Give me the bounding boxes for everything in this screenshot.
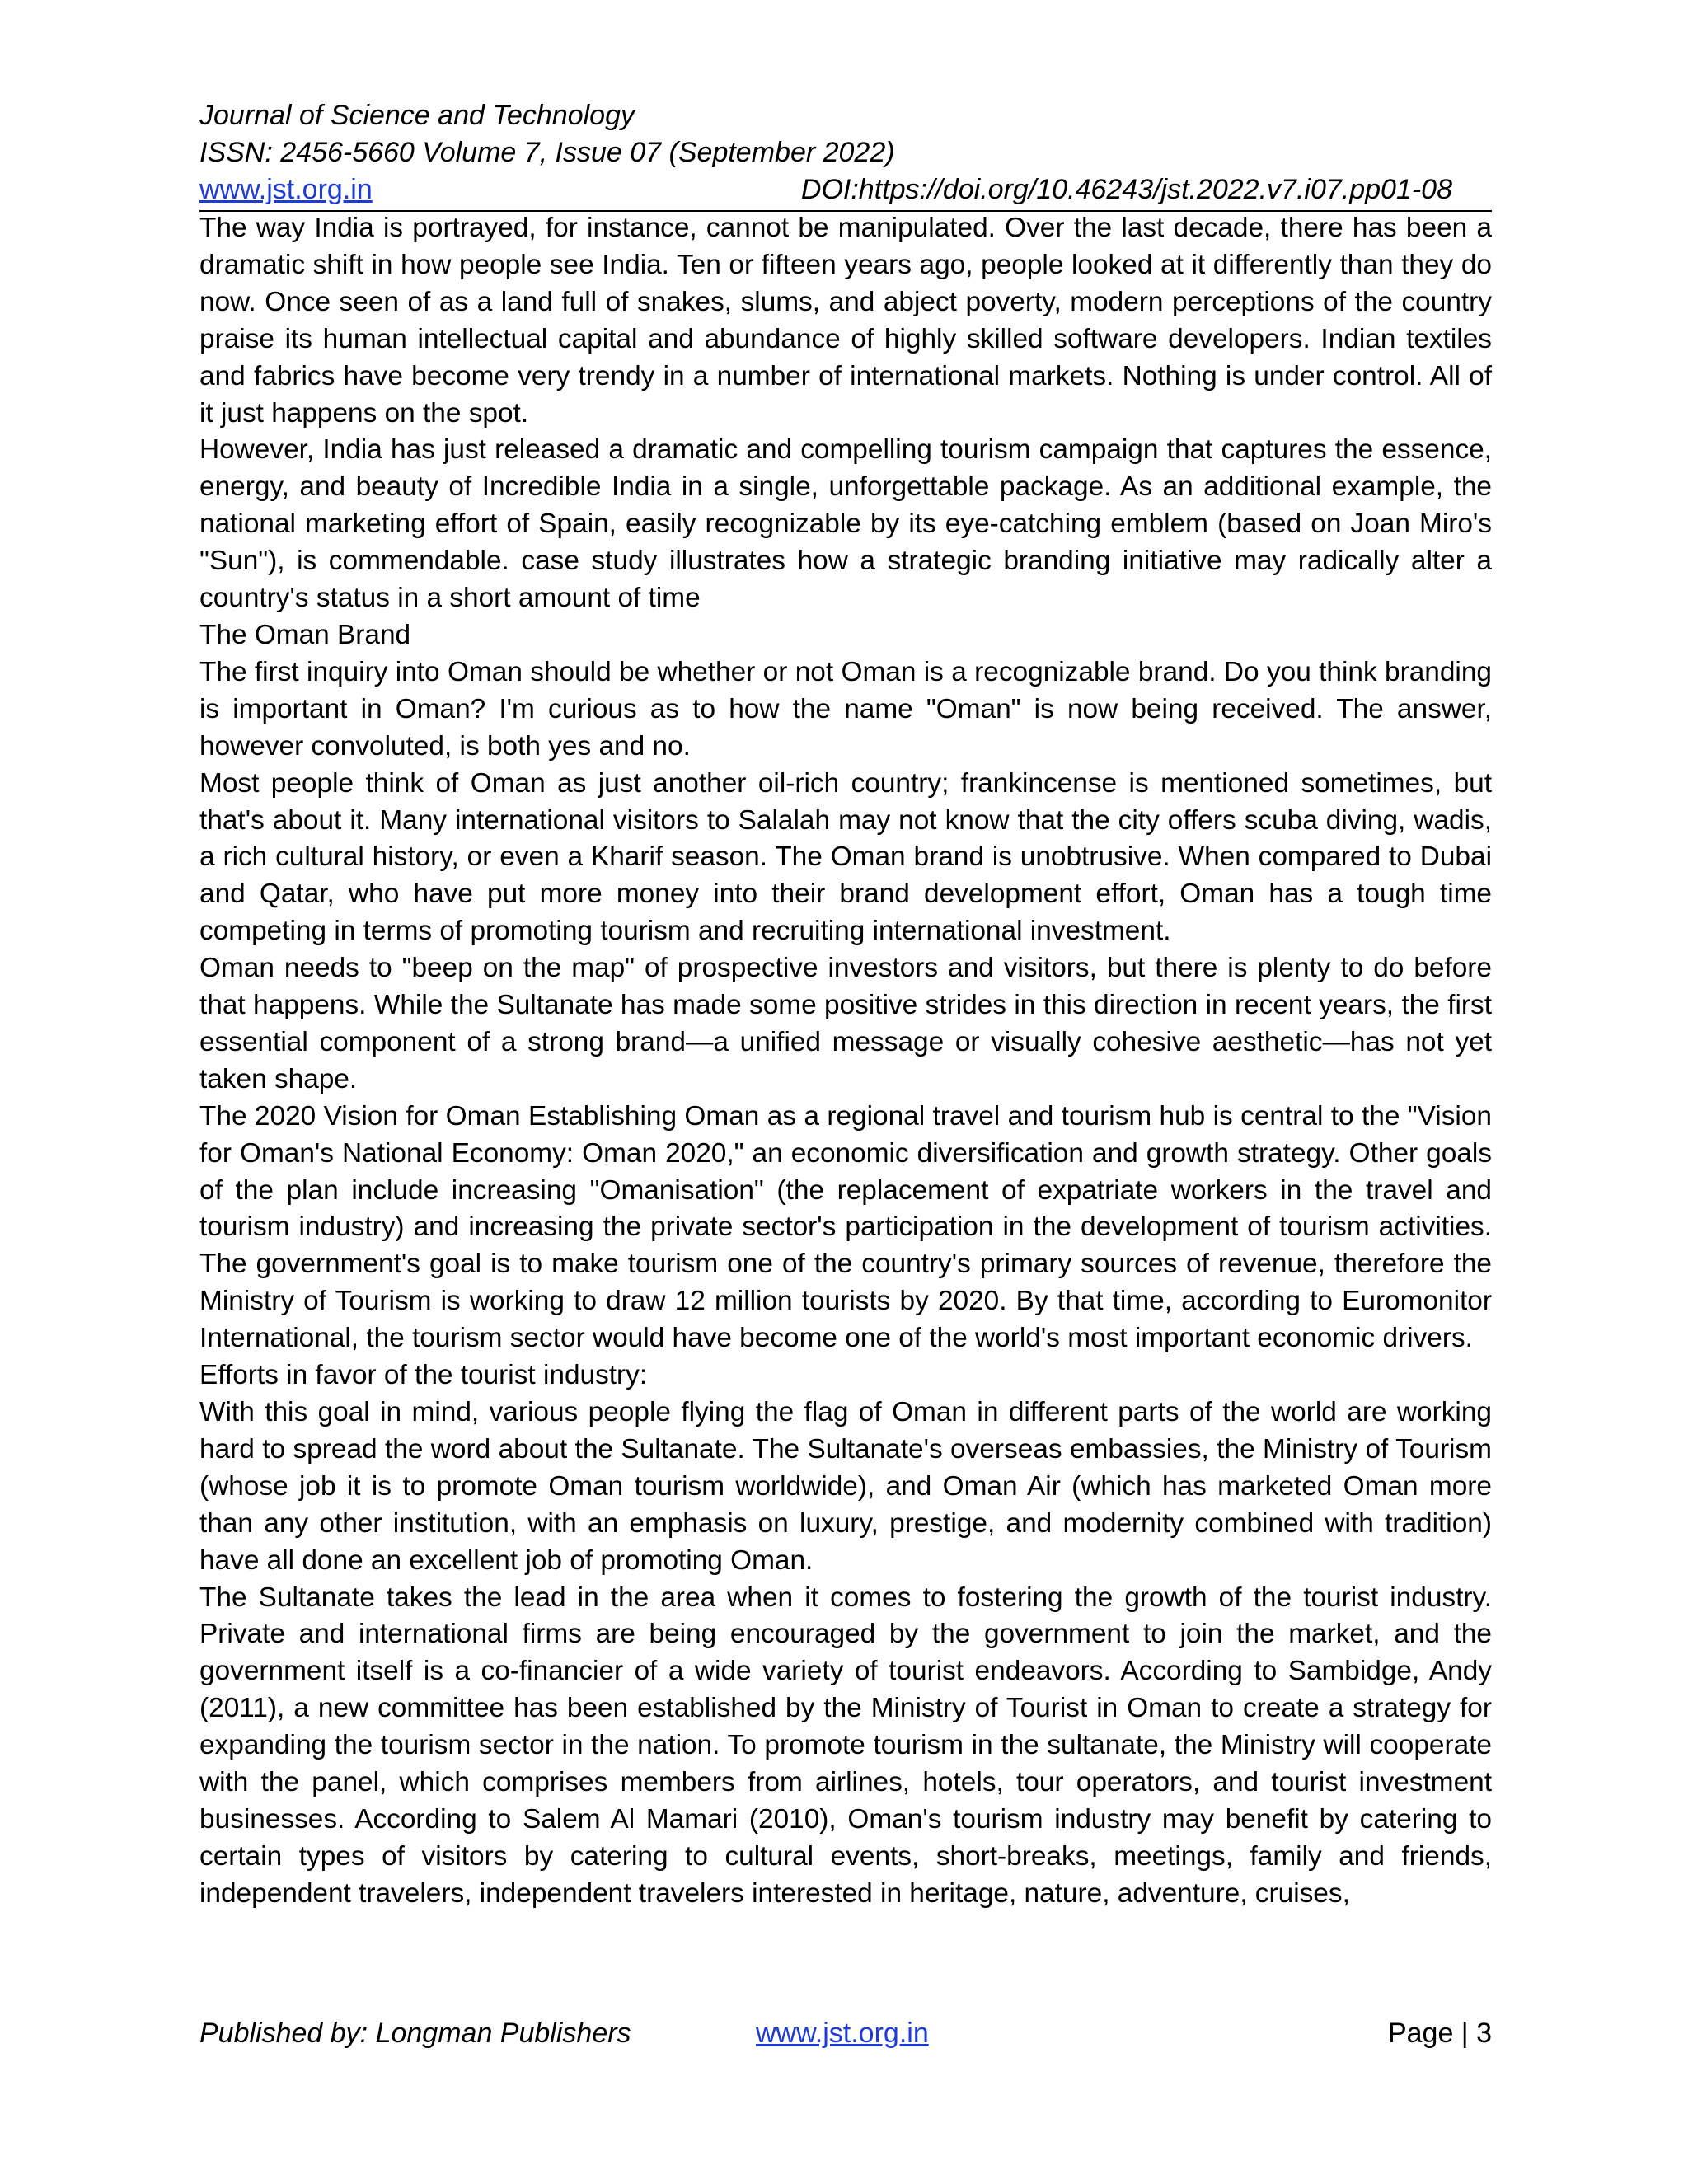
paragraph-1: The way India is portrayed, for instance, cannot be manipulated. Over the last decade, there has been a dramatic shift in how people see India. Ten or fifteen years ago, people looked at it differently than they do now. Once seen of as a land full of snakes, slums, and abject poverty, modern perceptions of the country praise its human intellectual capital and abundance of highly skilled software developers. Indian textiles and fabrics have become very trendy in a number of international markets. Nothing is under control. All of it just happens on the spot.: [199, 213, 1492, 429]
paragraph-7: With this goal in mind, various people flying the flag of Oman in different parts of the world are working hard to spread the word about the Sultanate. The Sultanate's overseas embassies, the Ministry of Tourism (whose job it is to promote Oman tourism worldwide), and Oman Air (which has marketed Oman more than any other institution, with an emphasis on luxury, prestige, and modernity combined with tradition) have all done an excellent job of promoting Oman.: [199, 1397, 1492, 1576]
header-website-link[interactable]: www.jst.org.in: [199, 174, 373, 205]
paragraph-3: The first inquiry into Oman should be whether or not Oman is a recognizable brand. Do you think branding is important in Oman? I'm curious as to how the name "Oman" is now being received. The answer, however convoluted, is both yes and no.: [199, 656, 1492, 762]
header-link-row: [199, 171, 1492, 212]
paragraph-8: The Sultanate takes the lead in the area when it comes to fostering the growth of the tourist industry. Private and international firms are being encouraged by the government to join the market, and the government itself is a co-financier of a wide variety of tourist endeavors. According to Sambidge, Andy (2011), a new committee has been established by the Ministry of Tourist in Oman to create a strategy for expanding the tourism sector in the nation. To promote tourism in the sultanate, the Ministry will cooperate with the panel, which comprises members from airlines, hotels, tour operators, and tourist investment businesses. According to Salem Al Mamari (2010), Oman's tourism industry may benefit by catering to certain types of visitors by catering to cultural events, short-breaks, meetings, family and friends, independent travelers, independent travelers interested in heritage, nature, adventure, cruises,: [199, 1582, 1492, 1909]
page-footer: [199, 2014, 1492, 2052]
footer-publisher: Published by: Longman Publishers: [199, 2018, 631, 2049]
footer-page-number: Page | 3: [1387, 2018, 1492, 2049]
section-heading-oman-brand: The Oman Brand: [199, 619, 411, 650]
section-heading-efforts: Efforts in favor of the tourist industry:: [199, 1360, 648, 1391]
footer-website-link[interactable]: www.jst.org.in: [756, 2018, 929, 2049]
paragraph-2: However, India has just released a dramatic and compelling tourism campaign that captures the essence, energy, and beauty of Incredible India in a single, unforgettable package. As an additional example, the national marketing effort of Spain, easily recognizable by its eye-catching emblem (based on Joan Miro's "Sun"), is commendable. case study illustrates how a strategic branding initiative may radically alter a country's status in a short amount of time: [199, 434, 1492, 614]
journal-header: [199, 97, 1492, 212]
journal-issn: ISSN: 2456-5660 Volume 7, Issue 07 (September 2022): [199, 137, 895, 168]
paragraph-4: Most people think of Oman as just another oil-rich country; frankincense is mentioned sometimes, but that's about it. Many international visitors to Salalah may not know that the city offers scuba diving, wadis, a rich cultural history, or even a Kharif season. The Oman brand is unobtrusive. When compared to Dubai and Qatar, who have put more money into their brand development effort, Oman has a tough time competing in terms of promoting tourism and recruiting international investment.: [199, 767, 1492, 947]
header-doi: DOI:https://doi.org/10.46243/jst.2022.v7.i07.pp01-08: [800, 174, 1452, 205]
header-issn-row: [199, 134, 1492, 171]
paragraph-6: The 2020 Vision for Oman Establishing Oman as a regional travel and tourism hub is central to the "Vision for Oman's National Economy: Oman 2020," an economic diversification and growth strategy. Other goals of the plan include increasing "Omanisation" (the replacement of expatriate workers in the travel and tourism industry) and increasing the private sector's participation in the development of tourism activities. The government's goal is to make tourism one of the country's primary sources of revenue, therefore the Ministry of Tourism is working to draw 12 million tourists by 2020. By that time, according to Euromonitor International, the tourism sector would have become one of the world's most important economic drivers.: [199, 1100, 1492, 1354]
header-journal-row: [199, 97, 1492, 134]
journal-title: Journal of Science and Technology: [199, 100, 635, 131]
paragraph-5: Oman needs to "beep on the map" of prospective investors and visitors, but there is plenty to do before that happens. While the Sultanate has made some positive strides in this direction in recent years, the first essential component of a strong brand—a unified message or visually cohesive aesthetic—has not yet taken shape.: [199, 953, 1492, 1094]
article-body: [199, 210, 1492, 1913]
